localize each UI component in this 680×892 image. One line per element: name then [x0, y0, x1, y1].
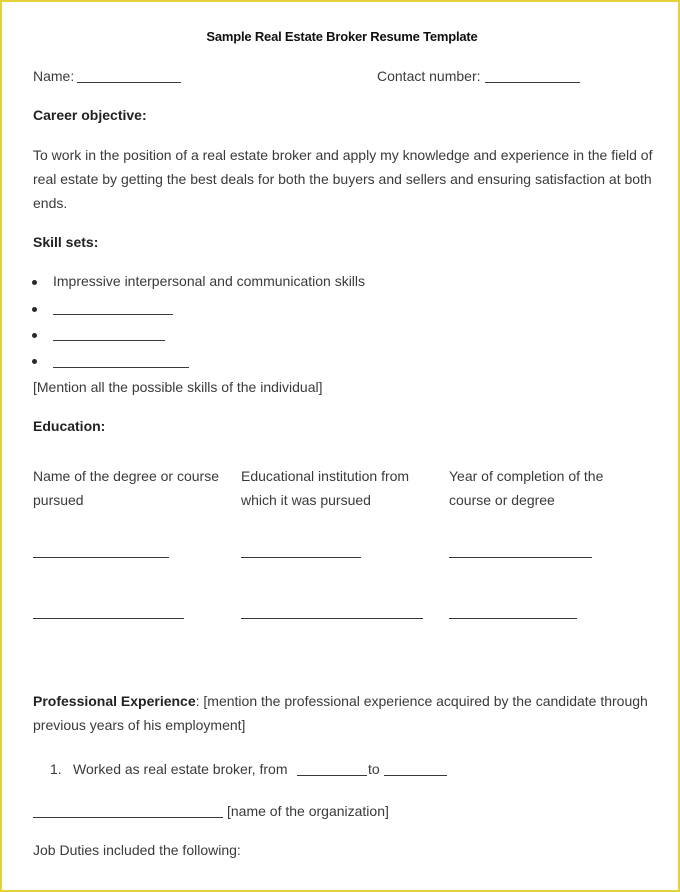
document-title: Sample Real Estate Broker Resume Template	[206, 29, 478, 44]
bullet-3	[32, 333, 37, 338]
job-to-label: to	[368, 761, 380, 777]
education-col-institution: Educational institution from which it was pursued	[241, 468, 410, 508]
job-duties-label: Job Duties included the following:	[33, 842, 241, 858]
bullet-1	[32, 280, 37, 285]
skill-sets-heading: Skill sets:	[33, 234, 99, 250]
professional-experience-text: : [mention the professional experience acquired by the candidate through previous years of his employment]	[33, 693, 648, 733]
education-blank-line[interactable]	[449, 557, 592, 558]
job-to-blank-line[interactable]	[384, 775, 447, 776]
organization-blank-line[interactable]	[33, 817, 223, 818]
bullet-2	[32, 307, 37, 312]
education-col-year: Year of completion of the course or degree	[449, 468, 604, 508]
job-number: 1.	[50, 761, 62, 777]
education-col-degree: Name of the degree or course pursued	[33, 468, 219, 508]
career-objective-text: To work in the position of a real estate broker and apply my knowledge and experience in the field of real estate by getting the best deals for both the buyers and sellers and ensuring satisfaction at both ends.	[33, 147, 653, 211]
education-blank-line[interactable]	[449, 618, 577, 619]
job-from-blank-line[interactable]	[297, 775, 367, 776]
contact-label: Contact number:	[377, 68, 481, 84]
organization-label: [name of the organization]	[227, 803, 389, 819]
name-label: Name:	[33, 68, 75, 84]
bullet-4	[32, 359, 37, 364]
professional-experience-heading: Professional Experience	[33, 693, 196, 709]
education-blank-line[interactable]	[33, 557, 169, 558]
skill-blank-line-4[interactable]	[53, 367, 189, 368]
skill-blank-line-2[interactable]	[53, 314, 173, 315]
education-blank-line[interactable]	[241, 557, 361, 558]
education-blank-line[interactable]	[33, 618, 184, 619]
skills-note: [Mention all the possible skills of the individual]	[33, 379, 323, 395]
name-blank-line[interactable]	[77, 82, 181, 83]
education-heading: Education:	[33, 418, 106, 434]
skill-item-1: Impressive interpersonal and communication skills	[53, 273, 366, 289]
contact-blank-line[interactable]	[485, 82, 580, 83]
skill-blank-line-3[interactable]	[53, 340, 165, 341]
education-blank-line[interactable]	[241, 618, 423, 619]
career-objective-heading: Career objective:	[33, 107, 147, 123]
job-description: Worked as real estate broker, from	[73, 761, 288, 777]
professional-experience-paragraph	[33, 689, 658, 737]
